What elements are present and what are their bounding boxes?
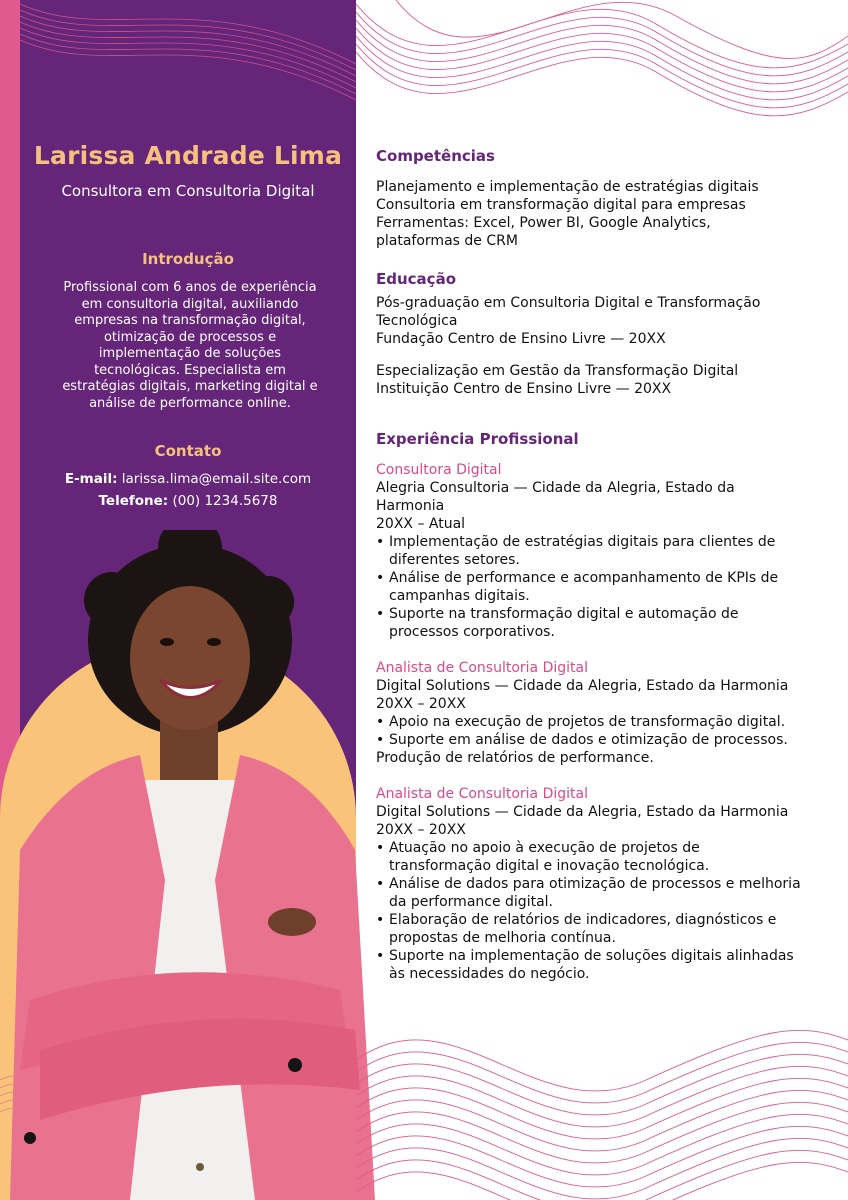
intro-line: empresas na transformação digital, <box>74 313 306 328</box>
job-company: Harmonia <box>376 498 445 514</box>
education-line: Instituição Centro de Ensino Livre — 20XX <box>376 381 672 397</box>
job-period: 20XX – Atual <box>376 516 466 532</box>
bullet-line: diferentes setores. <box>389 552 520 568</box>
job-bullets <box>376 713 826 749</box>
intro-line: tecnológicas. Especialista em <box>94 362 286 378</box>
job-title: Analista de Consultoria Digital <box>376 660 588 676</box>
job-title: Analista de Consultoria Digital <box>376 786 588 802</box>
bullet-line: transformação digital e inovação tecnológica. <box>389 858 710 874</box>
email-value: larissa.lima@email.site.com <box>117 471 312 487</box>
job-bullets <box>376 839 826 983</box>
phone-label: Telefone: <box>98 493 169 509</box>
skills-line: plataformas de CRM <box>376 233 518 249</box>
decorative-waves-bottom-right <box>356 1000 848 1200</box>
experience-heading: Experiência Profissional <box>376 430 579 448</box>
education-line: Fundação Centro de Ensino Livre — 20XX <box>376 331 666 347</box>
candidate-role: Consultora em Consultoria Digital <box>61 182 315 200</box>
bullet-item <box>376 731 826 749</box>
decorative-waves-top-right <box>356 0 848 130</box>
job-title: Consultora Digital <box>376 462 502 478</box>
education-line: Tecnológica <box>376 313 458 329</box>
job-trailing-line: Produção de relatórios de performance. <box>376 750 654 766</box>
phone-value: (00) 1234.5678 <box>168 493 278 509</box>
bullet-item <box>376 947 826 983</box>
intro-line: estratégias digitais, marketing digital e <box>62 379 318 394</box>
education-entry <box>376 294 826 348</box>
bullet-line: da performance digital. <box>389 894 553 910</box>
intro-line: em consultoria digital, auxiliando <box>81 296 299 312</box>
intro-text <box>52 280 328 412</box>
job-bullets <box>376 533 826 641</box>
job-entry <box>376 785 826 983</box>
education-heading: Educação <box>376 270 456 288</box>
bullet-line: • Implementação de estratégias digitais para clientes de <box>389 534 776 550</box>
intro-line: Profissional com 6 anos de experiência <box>63 280 317 295</box>
intro-line: implementação de soluções <box>98 346 282 361</box>
job-period: 20XX – 20XX <box>376 696 466 712</box>
job-company: Digital Solutions — Cidade da Alegria, Estado da Harmonia <box>376 804 789 820</box>
bullet-item <box>376 875 826 911</box>
email-label: E-mail: <box>64 471 118 487</box>
skills-heading: Competências <box>376 147 495 165</box>
bullet-line: • Atuação no apoio à execução de projetos de <box>389 840 700 856</box>
bullet-line: • Análise de dados para otimização de processos e melhoria <box>389 876 801 892</box>
bullet-item <box>376 713 826 731</box>
job-company: Alegria Consultoria — Cidade da Alegria, Estado da <box>376 480 735 496</box>
bullet-item <box>376 839 826 875</box>
bullet-line: • Suporte na implementação de soluções digitais alinhadas <box>389 948 794 964</box>
bullet-item <box>376 569 826 605</box>
bullet-line: • Elaboração de relatórios de indicadores, diagnósticos e <box>389 912 777 928</box>
bullet-line: processos corporativos. <box>389 624 555 640</box>
job-entry <box>376 659 826 767</box>
intro-heading: Introdução <box>142 250 234 268</box>
skills-line: Ferramentas: Excel, Power BI, Google Analytics, <box>376 215 711 231</box>
skills-list <box>376 178 826 250</box>
bullet-item <box>376 605 826 641</box>
education-entry <box>376 362 826 398</box>
bullet-item <box>376 533 826 569</box>
skills-line: Planejamento e implementação de estratégias digitais <box>376 179 759 195</box>
bullet-line: propostas de melhoria contínua. <box>389 930 616 946</box>
bullet-line: • Suporte em análise de dados e otimização de processos. <box>389 732 788 748</box>
bullet-item <box>376 911 826 947</box>
bullet-line: campanhas digitais. <box>389 588 530 604</box>
job-entry <box>376 461 826 641</box>
bullet-line: • Apoio na execução de projetos de transformação digital. <box>389 714 786 730</box>
bullet-line: às necessidades do negócio. <box>389 966 590 982</box>
skills-line: Consultoria em transformação digital para empresas <box>376 197 746 213</box>
portrait-photo <box>0 530 390 1200</box>
intro-line: otimização de processos e <box>103 329 277 345</box>
education-line: Pós-graduação em Consultoria Digital e Transformação <box>376 295 761 311</box>
contact-heading: Contato <box>154 442 222 460</box>
decorative-waves-top-left <box>0 0 356 110</box>
education-line: Especialização em Gestão da Transformação Digital <box>376 363 739 379</box>
job-period: 20XX – 20XX <box>376 822 466 838</box>
contact-phone <box>20 493 356 509</box>
candidate-name: Larissa Andrade Lima <box>33 141 343 170</box>
bullet-line: • Suporte na transformação digital e automação de <box>389 606 739 622</box>
contact-email <box>20 471 356 487</box>
intro-line: análise de performance online. <box>89 395 291 411</box>
bullet-line: • Análise de performance e acompanhamento de KPIs de <box>389 570 779 586</box>
job-company: Digital Solutions — Cidade da Alegria, Estado da Harmonia <box>376 678 789 694</box>
